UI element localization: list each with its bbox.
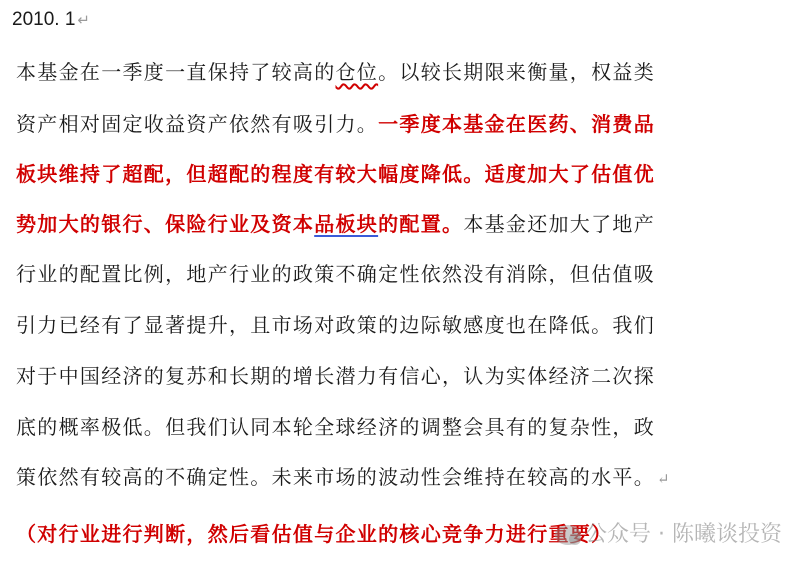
text-run: 策依然有较高的不确定性。未来市场的波动性会维持在较高的水平。 [16,465,655,489]
text-run: 对于中国经济的复苏和长期的增长潜力有信心，认为实体经济二次探 [16,364,655,388]
text-run: 本基金还加大了地产 [463,212,656,236]
text-run: 行业的配置比例，地产行业的政策不确定性依然没有消除，但估值吸 [16,262,655,286]
paragraph-line-2 [16,109,655,139]
text-run: 本基金在一季度一直保持了较高的 [16,60,336,84]
highlighted-text: 的配置。 [378,212,464,236]
paragraph-line-6 [16,310,655,340]
paragraph-line-9 [16,462,671,494]
paragraph-line-7 [16,361,655,391]
note-text: （对行业进行判断，然后看估值与企业的核心竞争力进行重要） [16,522,613,546]
annotation-note [16,519,612,549]
date-heading-text: 2010. 1 [12,9,76,30]
paragraph-mark-icon: ↵ [77,12,90,29]
paragraph-line-8 [16,412,655,442]
text-run: 引力已经有了显著提升，且市场对政策的边际敏感度也在降低。我们 [16,313,655,337]
date-heading [12,8,90,33]
wechat-icon [555,525,581,545]
paragraph-line-3 [16,159,655,189]
highlighted-text: 势加大的银行、保险行业及资本 [16,212,315,236]
highlighted-text: 一季度本基金在医药、消费品 [378,112,656,136]
underlined-text: 品板块 [314,212,379,236]
paragraph-line-4 [16,209,655,239]
text-run: 底的概率极低。但我们认同本轮全球经济的调整会具有的复杂性，政 [16,415,655,439]
paragraph-mark-icon: ↵ [657,470,671,488]
text-run: 资产相对固定收益资产依然有吸引力。 [16,112,379,136]
watermark-text: 公众号 · 陈曦谈投资 [585,522,782,547]
spellcheck-word: 仓位 [335,60,379,84]
watermark [555,517,782,548]
highlighted-text: 板块维持了超配，但超配的程度有较大幅度降低。适度加大了估值优 [16,162,655,186]
paragraph-line-1 [16,57,655,87]
paragraph-line-5 [16,259,655,289]
text-run: 。以较长期限来衡量，权益类 [378,60,656,84]
